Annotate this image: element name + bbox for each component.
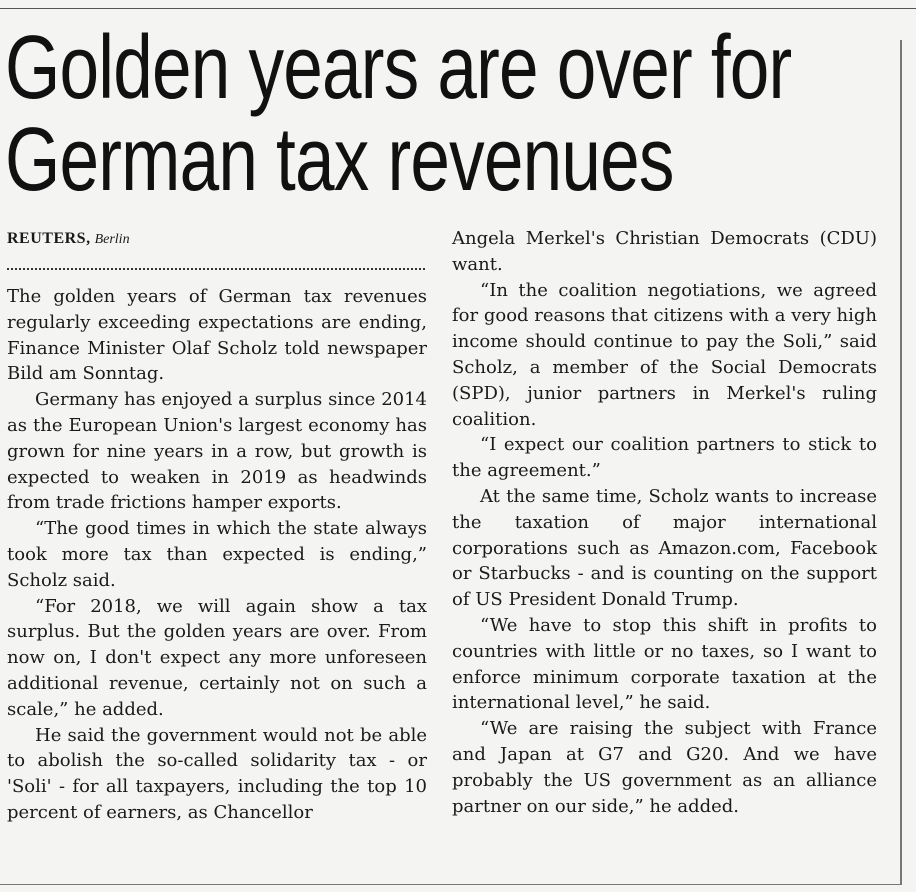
column-rule <box>900 40 902 885</box>
article-column-left <box>7 226 427 826</box>
byline-dateline: Berlin <box>94 232 130 247</box>
paragraph: “For 2018, we will again show a tax surplus. But the golden years are over. From now on, I don't expect any more unforeseen additional revenue, certainly not on such a scale,” he added. <box>7 595 427 720</box>
paragraph: “In the coalition negotiations, we agreed for good reasons that citizens with a very high income should continue to pay the Soli,” said Scholz, a member of the Social Democrats (SPD), junior partners in Merkel's ruling coalition. <box>452 279 877 430</box>
paragraph: “I expect our coalition partners to stick to the agreement.” <box>452 434 877 482</box>
dotted-divider <box>7 268 425 270</box>
paragraph: “We are raising the subject with France and Japan at G7 and G20. And we have probably the US government as an alliance partner on our side,” he added. <box>452 718 877 817</box>
article-column-right <box>452 226 877 819</box>
paragraph: “The good times in which the state always took more tax than expected is ending,” Scholz said. <box>7 518 427 591</box>
top-rule <box>0 8 916 9</box>
paragraph: Angela Merkel's Christian Democrats (CDU) want. <box>452 228 877 275</box>
headline <box>5 18 792 210</box>
headline-line-1: Golden years are over for <box>5 18 792 118</box>
byline <box>7 226 427 252</box>
byline-agency: REUTERS, <box>7 230 91 247</box>
headline-line-2: German tax revenues <box>5 110 674 210</box>
paragraph: He said the government would not be able to abolish the so-called solidarity tax - or 'Soli' - for all taxpayers, including the top 10 percent of earners, as Chancellor <box>7 724 427 823</box>
paragraph: The golden years of German tax revenues regularly exceeding expectations are ending, Finance Minister Olaf Scholz told newspaper Bild am Sonntag. <box>7 286 427 385</box>
paragraph: At the same time, Scholz wants to increase the taxation of major international corporations such as Amazon.com, Facebook or Starbucks - and is counting on the support of US President Donald Trump. <box>452 485 877 611</box>
paragraph: “We have to stop this shift in profits to countries with little or no taxes, so I want to enforce minimum corporate taxation at the international level,” he said. <box>452 614 877 714</box>
paragraph: Germany has enjoyed a surplus since 2014 as the European Union's largest economy has grown for nine years in a row, but growth is expected to weaken in 2019 as headwinds from trade frictions hamper exports. <box>7 389 427 514</box>
bottom-rule <box>0 884 900 885</box>
